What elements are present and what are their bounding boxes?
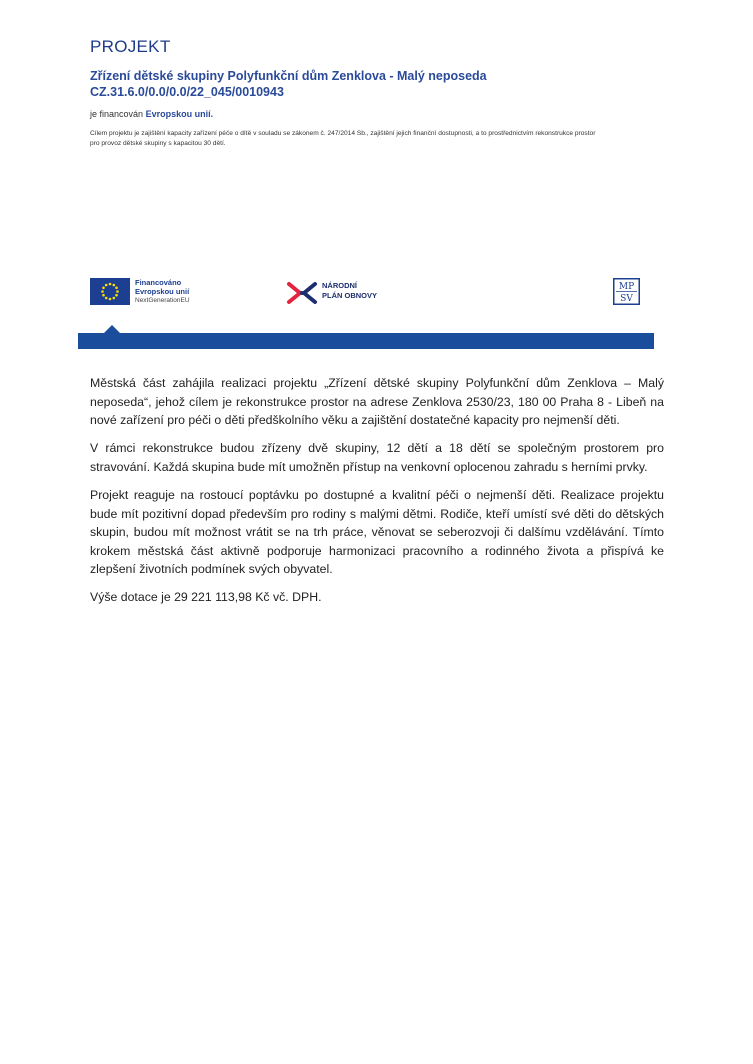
eu-logo-line-1: Financováno [135, 278, 182, 287]
funding-source: Evropskou unií. [145, 109, 214, 119]
npo-logo-line-2: PLÁN OBNOVY [322, 291, 378, 300]
eu-flag-icon [90, 278, 130, 305]
paragraph-project-intro: Městská část zahájila realizaci projektu „Zřízení dětské skupiny Polyfunkční dům Zenklova – Malý neposeda“, jehož cílem je rekonstrukce prostor na adrese Zenklova 2530/23, 180 00 Praha 8 - Libeň na nové zařízení pro péči o děti předškolního věku a zajištění dostatečné kapacity pro nejmenší děti. [90, 376, 664, 427]
npo-logo [286, 278, 406, 308]
project-title-name: Zřízení dětské skupiny Polyfunkční dům Zenklova - Malý neposeda [90, 69, 487, 83]
mpsv-logo-icon [613, 278, 640, 305]
banner-notch [104, 325, 120, 333]
project-title [90, 68, 487, 100]
project-registration-number: CZ.31.6.0/0.0/0.0/22_045/0010943 [90, 85, 284, 99]
paragraph-groups: V rámci rekonstrukce budou zřízeny dvě skupiny, 12 dětí a 18 dětí se společným prostorem pro stravování. Každá skupina bude mít umožněn přístup na venkovní oplocenou zahradu s herními prvky. [90, 441, 664, 474]
paragraph-subsidy: Výše dotace je 29 221 113,98 Kč vč. DPH. [90, 590, 322, 604]
eu-logo-line-2: Evropskou unií [135, 287, 190, 296]
funding-prefix: je financován [90, 109, 144, 119]
mpsv-logo-top: MP [618, 282, 635, 292]
project-goal-line-1: Cílem projektu je zajištění kapacity zařízení péče o dítě v souladu se zákonem č. 247/2014 Sb., zajištění jejich finanční dostupnosti, a to prostřednictvím rekonstrukce prostor [90, 130, 596, 137]
project-heading: PROJEKT [90, 37, 171, 56]
mpsv-logo [613, 278, 640, 305]
funding-statement [90, 109, 213, 119]
project-goal-line-2: pro provoz dětské skupiny s kapacitou 30 dětí. [90, 139, 226, 147]
mpsv-logo-bottom: SV [620, 294, 633, 304]
npo-mark-icon [286, 278, 318, 308]
banner-bar [78, 333, 654, 349]
eu-logo-text [135, 278, 190, 305]
eu-logo-line-3: NextGenerationEU [135, 297, 190, 304]
npo-logo-text [322, 281, 377, 301]
eu-stars-icon [90, 278, 130, 305]
paragraph-impact: Projekt reaguje na rostoucí poptávku po dostupné a kvalitní péči o nejmenší děti. Realizace projektu bude mít pozitivní dopad především pro rodiny s malými dětmi. Rodiče, kteří umístí své děti do dětských skupin, budou mít možnost vrátit se na trh práce, věnovat se seberozvoji či dalšímu vzdělávání. Tímto krokem městská část aktivně podporuje harmonizaci pracovního a rodinného života a přispívá ke zlepšení životních podmínek svých obyvatel. [90, 488, 664, 576]
npo-logo-line-1: NÁRODNÍ [322, 281, 357, 290]
project-goal [90, 129, 650, 148]
eu-funding-logo [90, 278, 200, 306]
